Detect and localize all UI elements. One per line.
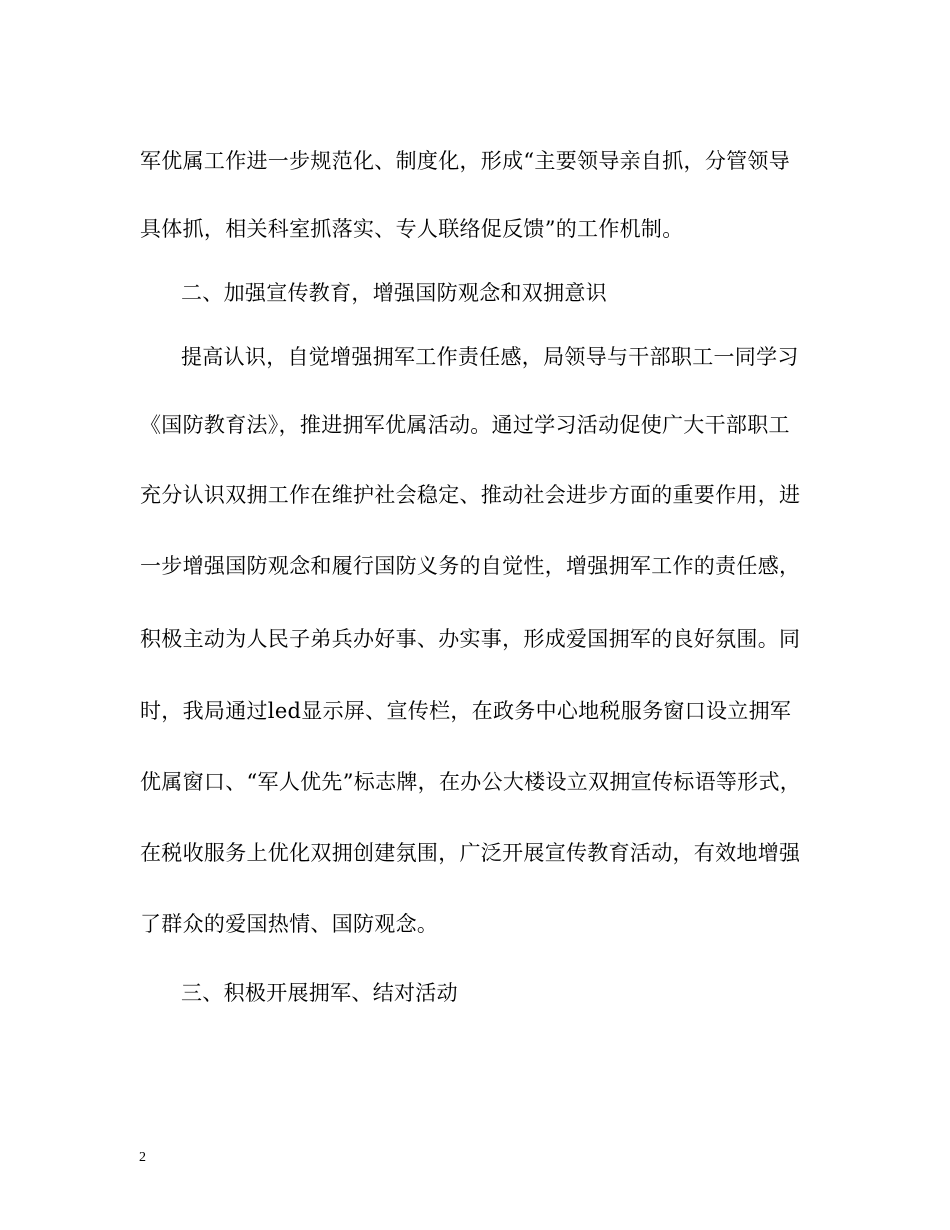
section-heading: 二、加强宣传教育，增强国防观念和双拥意识 [181,281,607,305]
body-text-line: 一步增强国防观念和履行国防义务的自觉性，增强拥军工作的责任感， [140,554,801,578]
body-text-line: 充分认识双拥工作在维护社会稳定、推动社会进步方面的重要作用，进 [140,483,801,507]
body-text-line: 时，我局通过led显示屏、宣传栏，在政务中心地税服务窗口设立拥军 [140,699,792,723]
section-heading: 三、积极开展拥军、结对活动 [181,981,458,1005]
body-text-line: 具体抓，相关科室抓落实、专人联络促反馈”的工作机制。 [140,217,684,241]
body-text-line: 在税收服务上优化双拥创建氛围，广泛开展宣传教育活动，有效地增强 [140,841,801,865]
body-text-line: 《国防教育法》，推进拥军优属活动。通过学习活动促使广大干部职工 [140,413,790,437]
page-number: 2 [139,1150,146,1165]
body-text-line: 优属窗口、“军人优先”标志牌，在办公大楼设立双拥宣传标语等形式， [140,770,802,794]
body-text-line: 积极主动为人民子弟兵办好事、办实事，形成爱国拥军的良好氛围。同 [140,627,801,651]
body-text-line: 军优属工作进一步规范化、制度化，形成“主要领导亲自抓，分管领导 [140,149,791,173]
body-text-line: 提高认识，自觉增强拥军工作责任感，局领导与干部职工一同学习 [181,345,799,369]
body-text-line: 了群众的爱国热情、国防观念。 [140,912,439,936]
